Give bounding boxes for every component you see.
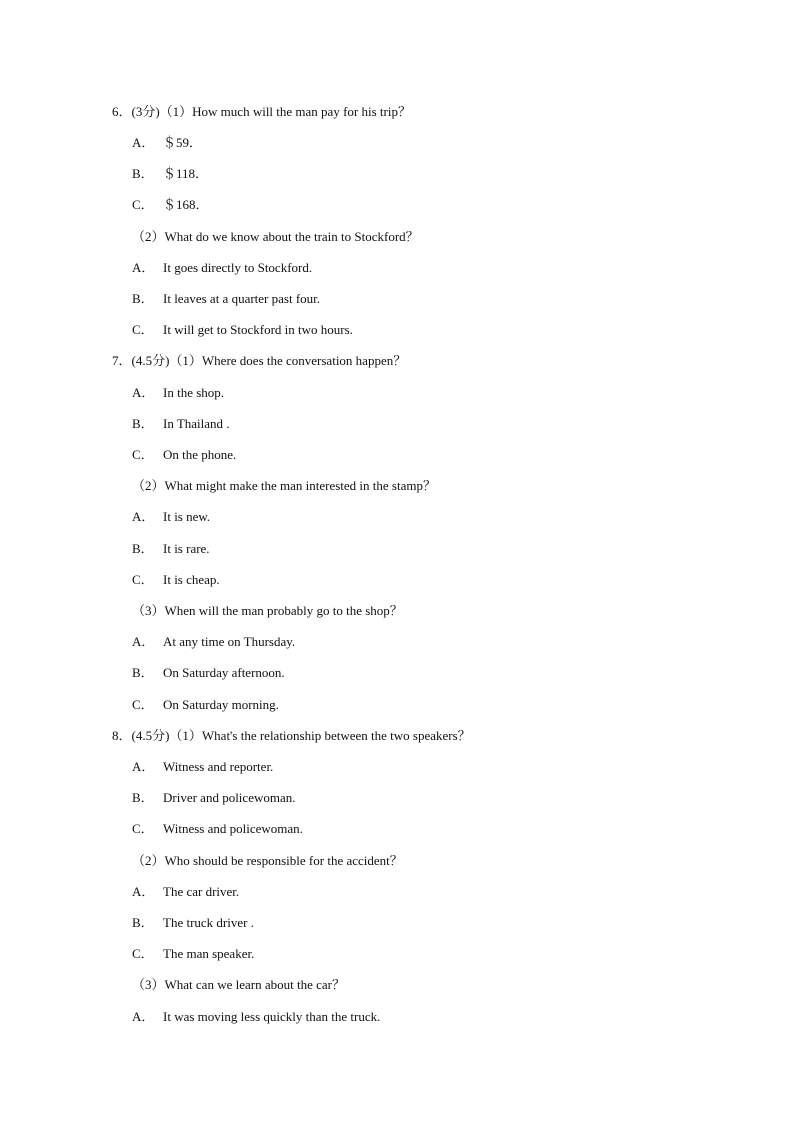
option-letter: B． (132, 665, 154, 680)
option-letter: B． (132, 416, 154, 431)
option-text: The car driver. (163, 884, 240, 899)
q8-1-option-c[interactable] (132, 821, 303, 837)
option-letter: B． (132, 541, 154, 556)
q8-2-option-b[interactable] (132, 915, 254, 931)
option-text: In Thailand . (163, 416, 230, 431)
q6-1-option-c[interactable] (132, 197, 209, 213)
q7-2-option-b[interactable] (132, 541, 210, 557)
option-letter: C． (132, 447, 154, 462)
question-7-header: 7．(4.5分)（1）Where does the conversation happen？ (112, 353, 407, 368)
q7-3-option-c[interactable] (132, 697, 279, 713)
option-text: It is rare. (163, 541, 210, 556)
option-text: In the shop. (163, 385, 225, 400)
question-8-header: 8．(4.5分)（1）What's the relationship between the two speakers？ (112, 728, 471, 743)
q6-2-option-a[interactable] (132, 260, 312, 276)
option-letter: B． (132, 915, 154, 930)
option-letter: C． (132, 197, 154, 212)
q7-1-option-a[interactable] (132, 385, 224, 401)
q8-3-option-a[interactable] (132, 1009, 380, 1025)
option-text: It was moving less quickly than the truck. (163, 1009, 381, 1024)
option-text: ＄59． (163, 135, 203, 150)
option-text: On Saturday morning. (163, 697, 279, 712)
q7-3-prompt: （3）When will the man probably go to the shop？ (132, 603, 403, 618)
option-letter: A． (132, 260, 155, 275)
option-text: At any time on Thursday. (163, 634, 296, 649)
q7-2-option-c[interactable] (132, 572, 220, 588)
option-text: ＄118． (163, 166, 209, 181)
option-letter: A． (132, 509, 155, 524)
q6-2-option-c[interactable] (132, 322, 353, 338)
question-6-header: 6．(3分)（1）How much will the man pay for his trip？ (112, 104, 411, 119)
option-text: On the phone. (163, 447, 237, 462)
option-text: The truck driver . (163, 915, 254, 930)
option-letter: C． (132, 572, 154, 587)
option-text: It is new. (163, 509, 211, 524)
option-text: It goes directly to Stockford. (163, 260, 313, 275)
q6-2-option-b[interactable] (132, 291, 320, 307)
option-text: ＄168． (163, 197, 209, 212)
q8-2-prompt: （2）Who should be responsible for the accident？ (132, 853, 403, 868)
q7-3-option-b[interactable] (132, 665, 285, 681)
option-letter: A． (132, 385, 155, 400)
option-letter: A． (132, 1009, 155, 1024)
option-letter: C． (132, 322, 154, 337)
option-text: It will get to Stockford in two hours. (163, 322, 353, 337)
option-text: It is cheap. (163, 572, 220, 587)
q8-1-option-b[interactable] (132, 790, 295, 806)
option-letter: B． (132, 291, 154, 306)
option-letter: C． (132, 946, 154, 961)
option-text: Driver and policewoman. (163, 790, 296, 805)
option-letter: B． (132, 166, 154, 181)
q8-2-option-c[interactable] (132, 946, 254, 962)
option-text: The man speaker. (163, 946, 255, 961)
q8-2-option-a[interactable] (132, 884, 239, 900)
option-letter: C． (132, 821, 154, 836)
q6-1-option-a[interactable] (132, 135, 202, 151)
option-letter: C． (132, 697, 154, 712)
q7-3-option-a[interactable] (132, 634, 295, 650)
q7-1-option-c[interactable] (132, 447, 236, 463)
q7-2-option-a[interactable] (132, 509, 210, 525)
q6-1-option-b[interactable] (132, 166, 208, 182)
option-text: Witness and reporter. (163, 759, 274, 774)
option-text: Witness and policewoman. (163, 821, 303, 836)
q6-2-prompt: （2）What do we know about the train to Stockford？ (132, 229, 419, 244)
q8-3-prompt: （3）What can we learn about the car？ (132, 977, 345, 992)
option-letter: A． (132, 884, 155, 899)
option-letter: A． (132, 135, 155, 150)
option-text: On Saturday afternoon. (163, 665, 285, 680)
option-letter: B． (132, 790, 154, 805)
q8-1-option-a[interactable] (132, 759, 273, 775)
q7-2-prompt: （2）What might make the man interested in the stamp？ (132, 478, 436, 493)
option-letter: A． (132, 634, 155, 649)
option-text: It leaves at a quarter past four. (163, 291, 321, 306)
q7-1-option-b[interactable] (132, 416, 230, 432)
option-letter: A． (132, 759, 155, 774)
